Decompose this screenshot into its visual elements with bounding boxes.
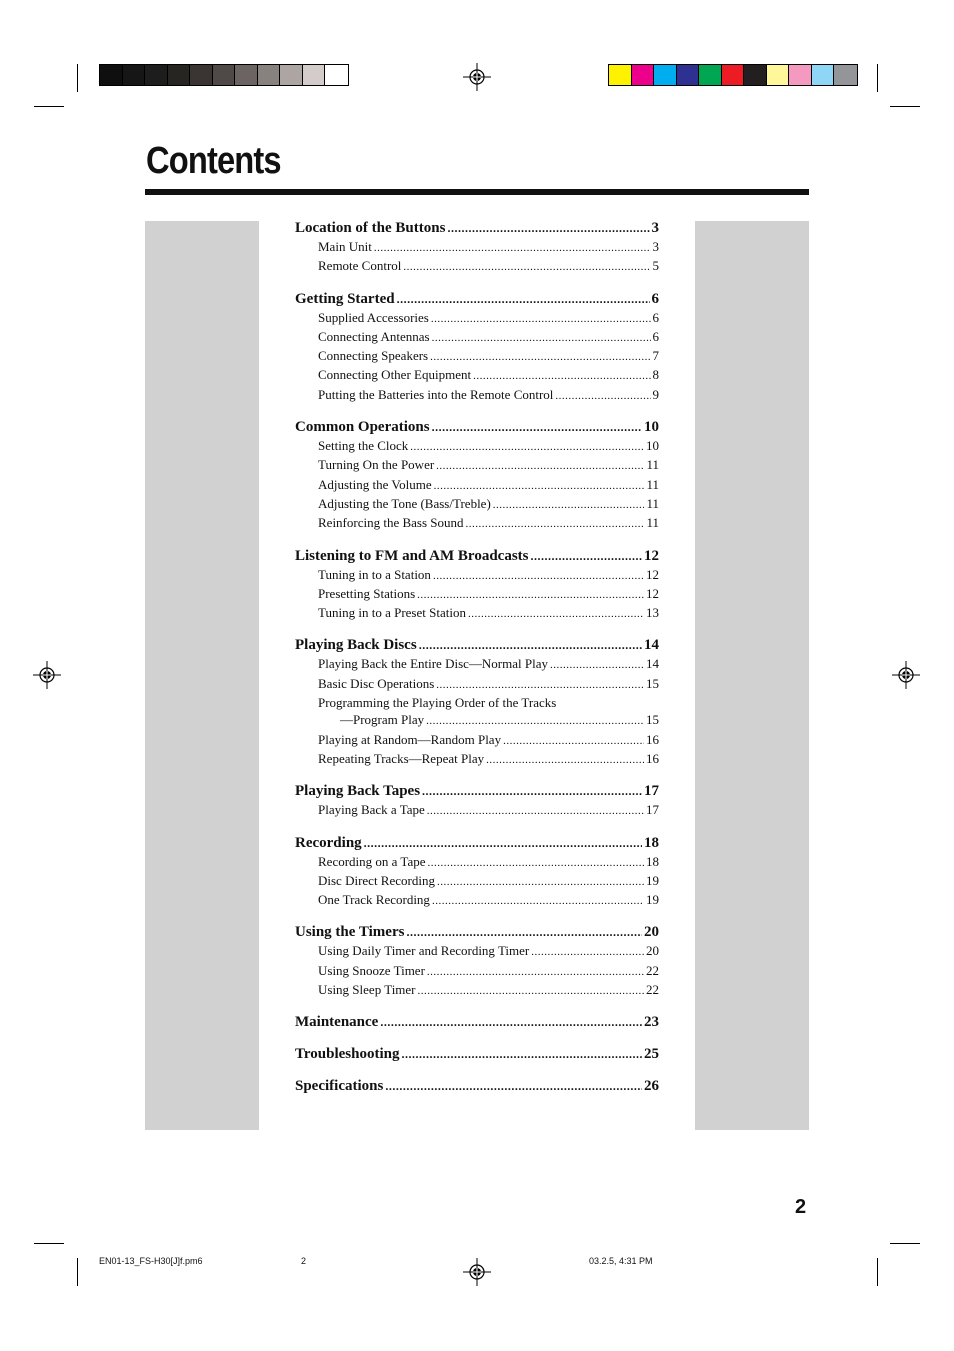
toc-entry-label: Recording on a Tape <box>318 853 426 869</box>
toc-heading[interactable] <box>295 1077 659 1096</box>
toc-entry-label: Repeating Tracks—Repeat Play <box>318 750 485 766</box>
toc-entry[interactable] <box>295 750 659 769</box>
toc-entry[interactable] <box>295 675 659 694</box>
registration-mark-icon <box>892 661 920 689</box>
dot-leader <box>531 944 644 961</box>
dot-leader <box>401 1045 642 1064</box>
toc-section <box>295 219 659 277</box>
toc-section <box>295 1013 659 1032</box>
toc-entry-page: 20 <box>646 943 659 959</box>
dot-leader <box>385 1077 642 1096</box>
dot-leader <box>410 439 644 456</box>
dot-leader <box>403 259 650 276</box>
dot-leader <box>426 713 644 730</box>
dot-leader <box>466 516 645 533</box>
toc-entry-page: 11 <box>646 457 659 473</box>
toc-entry-page: 16 <box>646 750 659 766</box>
page-number: 2 <box>795 1196 807 1218</box>
color-swatch <box>609 65 632 85</box>
toc-entry-page: 9 <box>652 386 659 402</box>
toc-heading-label: Listening to FM and AM Broadcasts <box>295 547 529 564</box>
color-swatch <box>303 65 326 85</box>
toc-heading[interactable] <box>295 782 659 801</box>
toc-entry-label: Adjusting the Tone (Bass/Treble) <box>318 495 491 511</box>
toc-entry-label: Connecting Antennas <box>318 328 430 344</box>
toc-heading-label: Specifications <box>295 1078 384 1095</box>
toc-section <box>295 1045 659 1064</box>
dot-leader <box>430 349 650 366</box>
toc-entry-page: 11 <box>646 495 659 511</box>
crop-mark <box>34 106 64 107</box>
dot-leader <box>397 290 650 309</box>
toc-entry-page: 14 <box>646 656 659 672</box>
toc-entry-label: Using Sleep Timer <box>318 982 416 998</box>
color-swatch <box>789 65 812 85</box>
toc-section <box>295 923 659 1000</box>
toc-entry-label: Setting the Clock <box>318 438 409 454</box>
toc-heading-label: Troubleshooting <box>295 1046 400 1063</box>
toc-heading-page: 17 <box>644 783 659 800</box>
dot-leader <box>432 418 642 437</box>
toc-entry[interactable] <box>295 604 659 623</box>
toc-heading-label: Common Operations <box>295 419 430 436</box>
toc-heading-page: 26 <box>644 1078 659 1095</box>
toc-heading-label: Using the Timers <box>295 924 405 941</box>
color-swatch <box>145 65 168 85</box>
toc-section <box>295 782 659 820</box>
dot-leader <box>473 368 650 385</box>
toc-entry[interactable] <box>295 891 659 910</box>
dot-leader <box>431 311 651 328</box>
toc-entry-page: 6 <box>652 328 659 344</box>
dot-leader <box>468 606 644 623</box>
color-swatch <box>123 65 146 85</box>
toc-heading-page: 20 <box>644 924 659 941</box>
dot-leader <box>364 834 642 853</box>
toc-entry[interactable] <box>295 456 659 475</box>
toc-entry-page: 22 <box>646 982 659 998</box>
dot-leader <box>436 677 644 694</box>
toc-heading[interactable] <box>295 418 659 437</box>
color-swatch <box>168 65 191 85</box>
toc-entry[interactable] <box>295 257 659 276</box>
toc-section <box>295 834 659 911</box>
toc-entry-label: Programming the Playing Order of the Tracks <box>318 695 557 711</box>
dot-leader <box>428 855 644 872</box>
toc-heading-page: 18 <box>644 834 659 851</box>
registration-mark-icon <box>463 63 491 91</box>
toc-entry[interactable] <box>295 694 659 711</box>
dot-leader <box>503 733 644 750</box>
toc-entry-page: 6 <box>652 309 659 325</box>
dot-leader <box>380 1013 642 1032</box>
toc-entry-label: Supplied Accessories <box>318 309 429 325</box>
color-swatch <box>677 65 700 85</box>
color-swatch <box>325 65 348 85</box>
toc-entry-page: 19 <box>646 892 659 908</box>
toc-entry-page: 8 <box>652 367 659 383</box>
toc-entry-page: 22 <box>646 962 659 978</box>
toc-entry-page: 17 <box>646 802 659 818</box>
color-swatch <box>190 65 213 85</box>
toc-heading[interactable] <box>295 547 659 566</box>
color-swatch <box>213 65 236 85</box>
toc-entry[interactable] <box>295 566 659 585</box>
toc-heading-label: Location of the Buttons <box>295 220 446 236</box>
toc-entry-page: 18 <box>646 853 659 869</box>
toc-entry[interactable] <box>295 962 659 981</box>
dot-leader <box>493 497 645 514</box>
crop-mark <box>877 64 878 92</box>
toc-entry-page: 13 <box>646 605 659 621</box>
toc-heading-page: 10 <box>644 419 659 436</box>
toc-heading-label: Maintenance <box>295 1014 379 1031</box>
crop-mark <box>890 1243 920 1244</box>
crop-mark <box>77 64 78 92</box>
toc-heading-page: 23 <box>644 1014 659 1031</box>
toc-entry-label: One Track Recording <box>318 892 430 908</box>
color-swatch <box>100 65 123 85</box>
dot-leader <box>550 657 644 674</box>
title-rule <box>145 189 809 195</box>
toc-heading-label: Playing Back Discs <box>295 637 417 654</box>
toc-section <box>295 636 659 769</box>
toc-entry-page: 15 <box>646 675 659 691</box>
dot-leader <box>422 782 642 801</box>
toc-entry-label: Putting the Batteries into the Remote Control <box>318 386 554 402</box>
toc-entry-label: Basic Disc Operations <box>318 675 435 691</box>
toc-heading-page: 6 <box>651 290 659 307</box>
toc-entry-label: Using Snooze Timer <box>318 962 425 978</box>
toc-entry-page: 3 <box>652 239 659 254</box>
toc-entry-label: Connecting Speakers <box>318 348 429 364</box>
toc-entry-continuation[interactable] <box>295 711 659 730</box>
toc-entry[interactable] <box>295 942 659 961</box>
table-of-contents <box>295 219 659 1109</box>
color-swatch <box>235 65 258 85</box>
dot-leader <box>436 458 644 475</box>
color-swatch <box>812 65 835 85</box>
dot-leader <box>447 219 649 238</box>
toc-entry-label: Connecting Other Equipment <box>318 367 472 383</box>
toc-heading[interactable] <box>295 290 659 309</box>
toc-entry[interactable] <box>295 309 659 328</box>
toc-entry[interactable] <box>295 437 659 456</box>
toc-entry-page: 7 <box>652 348 659 364</box>
toc-entry[interactable] <box>295 853 659 872</box>
dot-leader <box>433 568 644 585</box>
toc-entry-continuation-label: —Program Play <box>340 712 425 728</box>
toc-entry[interactable] <box>295 238 659 257</box>
toc-entry[interactable] <box>295 476 659 495</box>
toc-entry-label: Disc Direct Recording <box>318 872 435 888</box>
toc-entry[interactable] <box>295 872 659 891</box>
dot-leader <box>432 893 644 910</box>
toc-heading-label: Playing Back Tapes <box>295 783 421 800</box>
color-calibration-bar <box>608 64 858 86</box>
toc-entry-page: 11 <box>646 515 659 531</box>
toc-section <box>295 290 659 405</box>
toc-heading-page: 14 <box>644 637 659 654</box>
toc-entry[interactable] <box>295 731 659 750</box>
toc-entry-label: Using Daily Timer and Recording Timer <box>318 943 530 959</box>
dot-leader <box>419 636 642 655</box>
crop-mark <box>77 1258 78 1286</box>
dot-leader <box>417 587 644 604</box>
toc-heading-label: Getting Started <box>295 290 395 307</box>
dot-leader <box>434 478 645 495</box>
registration-mark-icon <box>463 1258 491 1286</box>
color-swatch <box>744 65 767 85</box>
toc-entry-label: Presetting Stations <box>318 585 416 601</box>
color-swatch <box>834 65 857 85</box>
toc-entry-page: 12 <box>646 585 659 601</box>
color-swatch <box>654 65 677 85</box>
toc-entry-label: Playing Back the Entire Disc—Normal Play <box>318 656 548 672</box>
dot-leader <box>427 964 644 981</box>
dot-leader <box>427 803 644 820</box>
color-swatch <box>280 65 303 85</box>
footer-filename: EN01-13_FS-H30[J]f.pm6 <box>99 1256 203 1266</box>
toc-heading-page: 3 <box>651 220 659 236</box>
toc-section <box>295 1077 659 1096</box>
toc-entry[interactable] <box>295 514 659 533</box>
toc-section <box>295 547 659 624</box>
dot-leader <box>432 330 651 347</box>
page-title: Contents <box>146 140 281 182</box>
toc-heading[interactable] <box>295 834 659 853</box>
toc-entry-page: 16 <box>646 731 659 747</box>
registration-mark-icon <box>33 661 61 689</box>
toc-entry[interactable] <box>295 585 659 604</box>
toc-heading[interactable] <box>295 1013 659 1032</box>
footer-date: 03.2.5, 4:31 PM <box>589 1256 653 1266</box>
toc-entry[interactable] <box>295 386 659 405</box>
toc-entry[interactable] <box>295 801 659 820</box>
toc-entry-label: Main Unit <box>318 239 372 254</box>
toc-heading-page: 12 <box>644 547 659 564</box>
toc-entry-label: Adjusting the Volume <box>318 476 432 492</box>
grayscale-calibration-bar <box>99 64 349 86</box>
footer-page: 2 <box>301 1256 307 1266</box>
toc-heading[interactable] <box>295 219 659 238</box>
toc-entry-label: Turning On the Power <box>318 457 435 473</box>
left-gray-panel <box>145 221 259 1130</box>
color-swatch <box>767 65 790 85</box>
color-swatch <box>699 65 722 85</box>
dot-leader <box>374 240 651 257</box>
dot-leader <box>418 983 644 1000</box>
toc-entry-page: 5 <box>652 258 659 274</box>
toc-entry-page: 11 <box>646 476 659 492</box>
toc-entry-label: Reinforcing the Bass Sound <box>318 515 464 531</box>
toc-entry-page: 12 <box>646 566 659 582</box>
crop-mark <box>890 106 920 107</box>
color-swatch <box>632 65 655 85</box>
dot-leader <box>531 547 643 566</box>
toc-entry[interactable] <box>295 366 659 385</box>
right-gray-panel <box>695 221 809 1130</box>
toc-heading-page: 25 <box>644 1046 659 1063</box>
toc-entry[interactable] <box>295 655 659 674</box>
toc-heading[interactable] <box>295 636 659 655</box>
color-swatch <box>258 65 281 85</box>
toc-entry-label: Remote Control <box>318 258 402 274</box>
toc-entry[interactable] <box>295 328 659 347</box>
toc-entry-page: 19 <box>646 872 659 888</box>
toc-entry-label: Tuning in to a Station <box>318 566 431 582</box>
crop-mark <box>877 1258 878 1286</box>
toc-heading-label: Recording <box>295 834 362 851</box>
toc-section <box>295 418 659 533</box>
toc-heading[interactable] <box>295 1045 659 1064</box>
toc-entry[interactable] <box>295 495 659 514</box>
toc-entry-page: 10 <box>646 438 659 454</box>
toc-entry-label: Playing at Random—Random Play <box>318 731 502 747</box>
toc-entry[interactable] <box>295 347 659 366</box>
toc-entry-label: Playing Back a Tape <box>318 802 425 818</box>
toc-heading[interactable] <box>295 923 659 942</box>
dot-leader <box>555 388 650 405</box>
toc-entry-continuation-page: 15 <box>646 712 659 728</box>
dot-leader <box>486 752 644 769</box>
dot-leader <box>406 923 642 942</box>
toc-entry[interactable] <box>295 981 659 1000</box>
dot-leader <box>437 874 644 891</box>
crop-mark <box>34 1243 64 1244</box>
toc-entry-label: Tuning in to a Preset Station <box>318 605 466 621</box>
color-swatch <box>722 65 745 85</box>
